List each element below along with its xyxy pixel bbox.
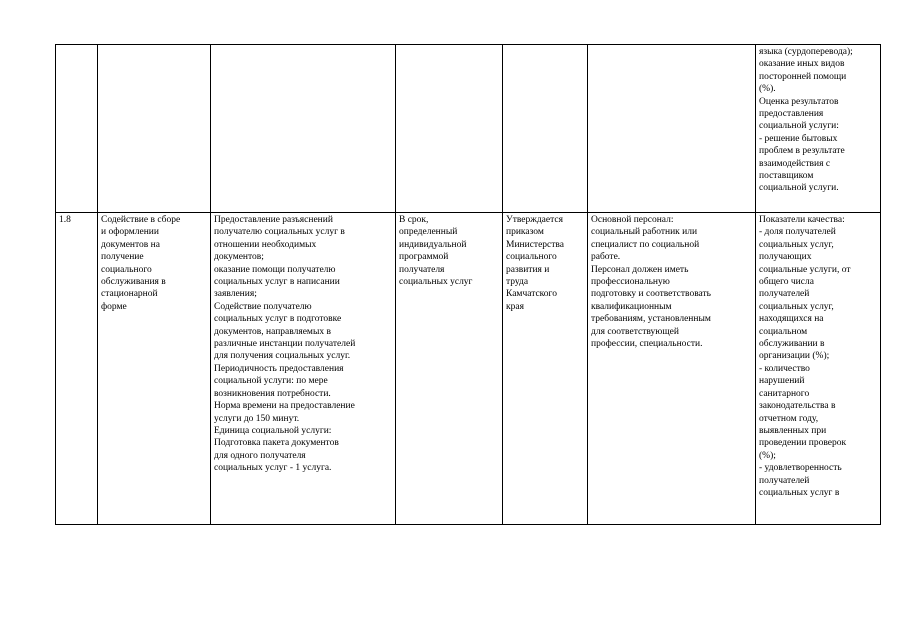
- text-line: форме: [101, 301, 127, 312]
- text-line: развития и: [506, 264, 550, 275]
- text-line: приказом: [506, 227, 544, 238]
- service-name: [98, 213, 211, 525]
- text-line: обслуживания в: [101, 277, 166, 288]
- text-line: социального: [506, 252, 557, 263]
- text-line: получающих: [759, 252, 812, 263]
- text-line: нарушений: [759, 376, 805, 387]
- service-term: [396, 213, 503, 525]
- text-line: Утверждается: [506, 215, 563, 225]
- text-line: законодательства в: [759, 401, 836, 412]
- text-line: труда: [506, 277, 529, 288]
- text-line: социальных услуг,: [759, 301, 834, 312]
- text-line: получателей: [759, 289, 810, 300]
- text-line: получение: [101, 252, 144, 263]
- text-line: социальных услуг - 1 услуга.: [214, 463, 332, 474]
- service-quality-indicators: [756, 213, 881, 525]
- services-table: [55, 44, 881, 525]
- text-line: индивидуальной: [399, 239, 467, 250]
- service-description: [211, 213, 396, 525]
- text-line: социальных услуг,: [759, 239, 834, 250]
- text-line: стационарной: [101, 289, 158, 300]
- text-line: профессиональную: [591, 277, 670, 288]
- text-line: - доля получателей: [759, 227, 836, 238]
- cell-number: [56, 45, 98, 213]
- cell-quality-continued: [756, 45, 881, 213]
- text-line: выявленных при: [759, 425, 827, 436]
- text-line: для одного получателя: [214, 450, 306, 461]
- cell-conditions: [588, 45, 756, 213]
- text-line: различные инстанции получателей: [214, 339, 356, 350]
- cell-description: [211, 45, 396, 213]
- text-line: получателю социальных услуг в: [214, 227, 345, 238]
- text-line: Персонал должен иметь: [591, 264, 689, 275]
- text-line: получателей: [759, 475, 810, 486]
- text-line: края: [506, 301, 524, 312]
- text-line: языка (сурдоперевода);: [759, 47, 853, 57]
- text-line: организации (%);: [759, 351, 830, 362]
- text-line: Норма времени на предоставление: [214, 401, 355, 412]
- text-line: отчетном году,: [759, 413, 819, 424]
- text-line: Оценка результатов: [759, 96, 839, 107]
- text-line: услуги до 150 минут.: [214, 413, 300, 424]
- table-row-continued: [56, 45, 881, 213]
- text-line: Периодичность предоставления: [214, 363, 344, 374]
- text-line: - количество: [759, 363, 810, 374]
- text-line: Единица социальной услуги:: [214, 425, 332, 436]
- text-line: оказание иных видов: [759, 59, 845, 70]
- text-line: возникновения потребности.: [214, 388, 331, 399]
- text-line: социальных услуг в подготовке: [214, 314, 342, 325]
- text-line: требованиям, установленным: [591, 314, 711, 325]
- text-line: социальный работник или: [591, 227, 698, 238]
- cell-term: [396, 45, 503, 213]
- text-line: квалификационным: [591, 301, 672, 312]
- text-line: проблем в результате: [759, 146, 845, 157]
- text-line: Камчатского: [506, 289, 557, 300]
- text-line: специалист по социальной: [591, 239, 700, 250]
- text-line: для получения социальных услуг.: [214, 351, 351, 362]
- table-row-1-8: [56, 213, 881, 525]
- service-number: 1.8: [56, 213, 98, 525]
- text-line: документов на: [101, 239, 160, 250]
- service-conditions: [588, 213, 756, 525]
- text-line: социальных услуг в написании: [214, 277, 340, 288]
- text-line: В срок,: [399, 215, 429, 225]
- text-line: подготовку и соответствовать: [591, 289, 712, 300]
- text-line: социальные услуги, от: [759, 264, 851, 275]
- text-line: социальных услуг в: [759, 487, 840, 498]
- text-line: взаимодействия с: [759, 158, 831, 169]
- service-tariff: [503, 213, 588, 525]
- text-line: для соответствующей: [591, 326, 679, 337]
- text-line: документов, направляемых в: [214, 326, 331, 337]
- text-line: отношении необходимых: [214, 239, 317, 250]
- text-line: (%);: [759, 450, 776, 461]
- text-line: Подготовка пакета документов: [214, 438, 339, 449]
- text-line: Основной персонал:: [591, 215, 674, 225]
- text-line: предоставления: [759, 109, 824, 120]
- text-line: Министерства: [506, 239, 564, 250]
- text-line: программой: [399, 252, 449, 263]
- text-line: социальных услуг: [399, 277, 473, 288]
- text-line: Показатели качества:: [759, 215, 845, 225]
- text-line: социальной услуги:: [759, 121, 839, 132]
- text-line: социальной услуги.: [759, 183, 839, 194]
- text-line: (%).: [759, 84, 776, 95]
- text-line: находящихся на: [759, 314, 824, 325]
- text-line: социального: [101, 264, 152, 275]
- text-line: - удовлетворенность: [759, 463, 842, 474]
- text-line: социальном: [759, 326, 808, 337]
- text-line: профессии, специальности.: [591, 339, 703, 350]
- text-line: Содействие в сборе: [101, 215, 181, 225]
- text-line: работе.: [591, 252, 621, 263]
- text-line: обслуживании в: [759, 339, 825, 350]
- text-line: заявления;: [214, 289, 257, 300]
- text-line: Предоставление разъяснений: [214, 215, 333, 225]
- text-line: документов;: [214, 252, 264, 263]
- text-line: получателя: [399, 264, 445, 275]
- cell-tariff: [503, 45, 588, 213]
- cell-name: [98, 45, 211, 213]
- text-line: санитарного: [759, 388, 810, 399]
- text-line: поставщиком: [759, 171, 814, 182]
- text-line: проведении проверок: [759, 438, 847, 449]
- text-line: определенный: [399, 227, 458, 238]
- text-line: Содействие получателю: [214, 301, 312, 312]
- text-line: общего числа: [759, 277, 814, 288]
- text-line: оказание помощи получателю: [214, 264, 336, 275]
- text-line: посторонней помощи: [759, 71, 847, 82]
- text-line: социальной услуги: по мере: [214, 376, 328, 387]
- text-line: и оформлении: [101, 227, 159, 238]
- text-line: - решение бытовых: [759, 133, 838, 144]
